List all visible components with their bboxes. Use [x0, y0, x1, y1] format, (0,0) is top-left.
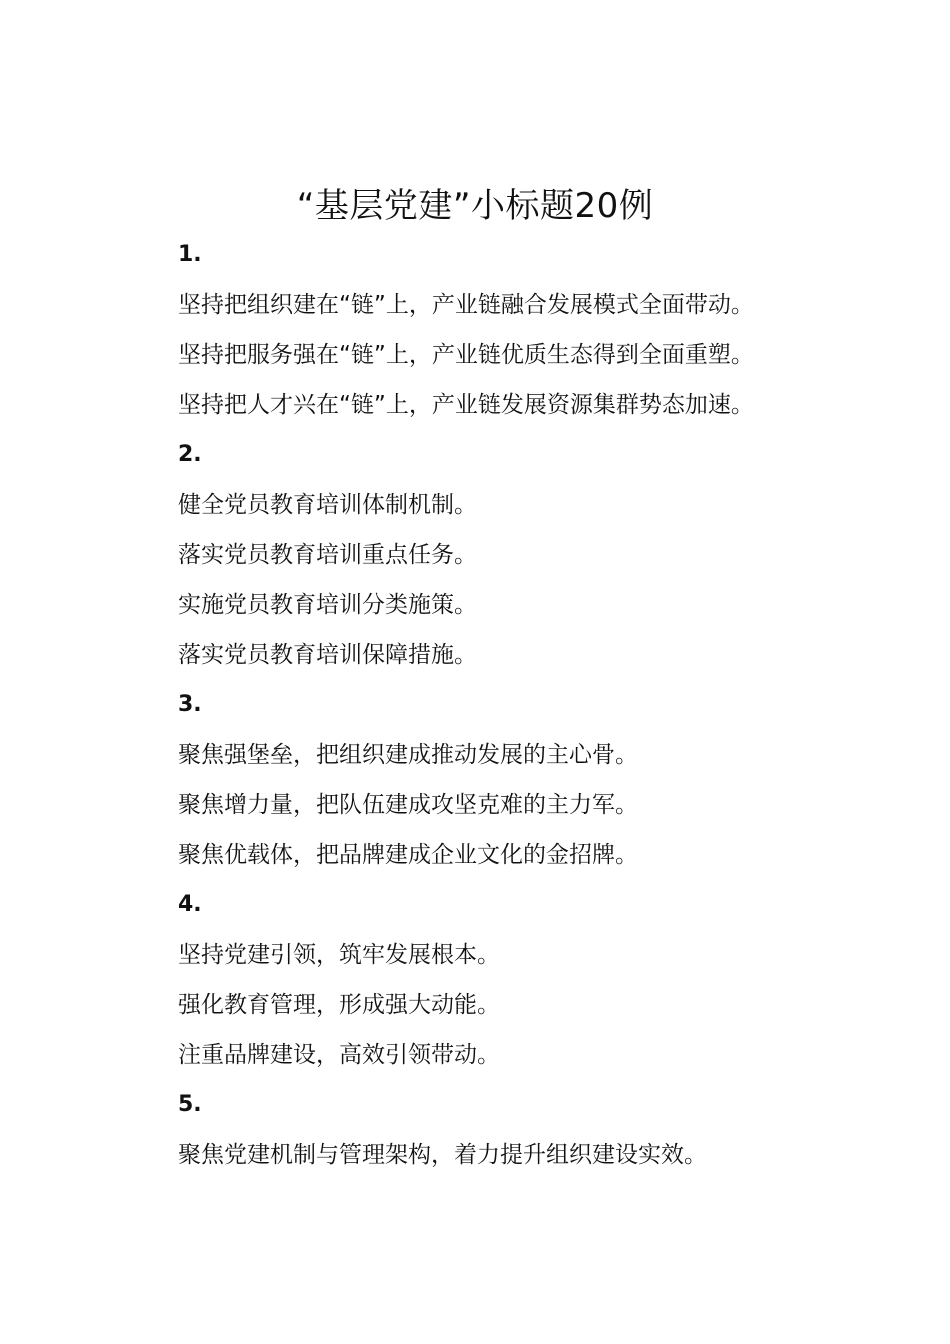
- section-line: 强化教育管理，形成强大动能。: [178, 992, 500, 1018]
- section-number: 4.: [178, 892, 202, 917]
- section-line: 落实党员教育培训保障措施。: [178, 642, 477, 668]
- section-line: 聚焦党建机制与管理架构，着力提升组织建设实效。: [178, 1142, 707, 1168]
- section-1: [178, 230, 878, 430]
- document-body: [178, 230, 878, 1180]
- section-2: [178, 430, 878, 680]
- section-line: 聚焦强堡垒，把组织建成推动发展的主心骨。: [178, 742, 638, 768]
- section-number: 2.: [178, 442, 202, 467]
- section-number: 1.: [178, 242, 202, 267]
- section-line: 坚持把服务强在“链”上，产业链优质生态得到全面重塑。: [178, 342, 754, 368]
- section-line: 注重品牌建设，高效引领带动。: [178, 1042, 500, 1068]
- section-number: 5.: [178, 1092, 202, 1117]
- section-4: [178, 880, 878, 1080]
- section-line: 坚持党建引领，筑牢发展根本。: [178, 942, 500, 968]
- section-line: 聚焦增力量，把队伍建成攻坚克难的主力军。: [178, 792, 638, 818]
- section-line: 坚持把人才兴在“链”上，产业链发展资源集群势态加速。: [178, 392, 754, 418]
- section-5: [178, 1080, 878, 1180]
- section-line: 健全党员教育培训体制机制。: [178, 492, 477, 518]
- section-line: 落实党员教育培训重点任务。: [178, 542, 477, 568]
- section-line: 聚焦优载体，把品牌建成企业文化的金招牌。: [178, 842, 638, 868]
- document-title: “基层党建”小标题20例: [296, 186, 654, 226]
- section-line: 坚持把组织建在“链”上，产业链融合发展模式全面带动。: [178, 292, 754, 318]
- section-line: 实施党员教育培训分类施策。: [178, 592, 477, 618]
- section-3: [178, 680, 878, 880]
- section-number: 3.: [178, 692, 202, 717]
